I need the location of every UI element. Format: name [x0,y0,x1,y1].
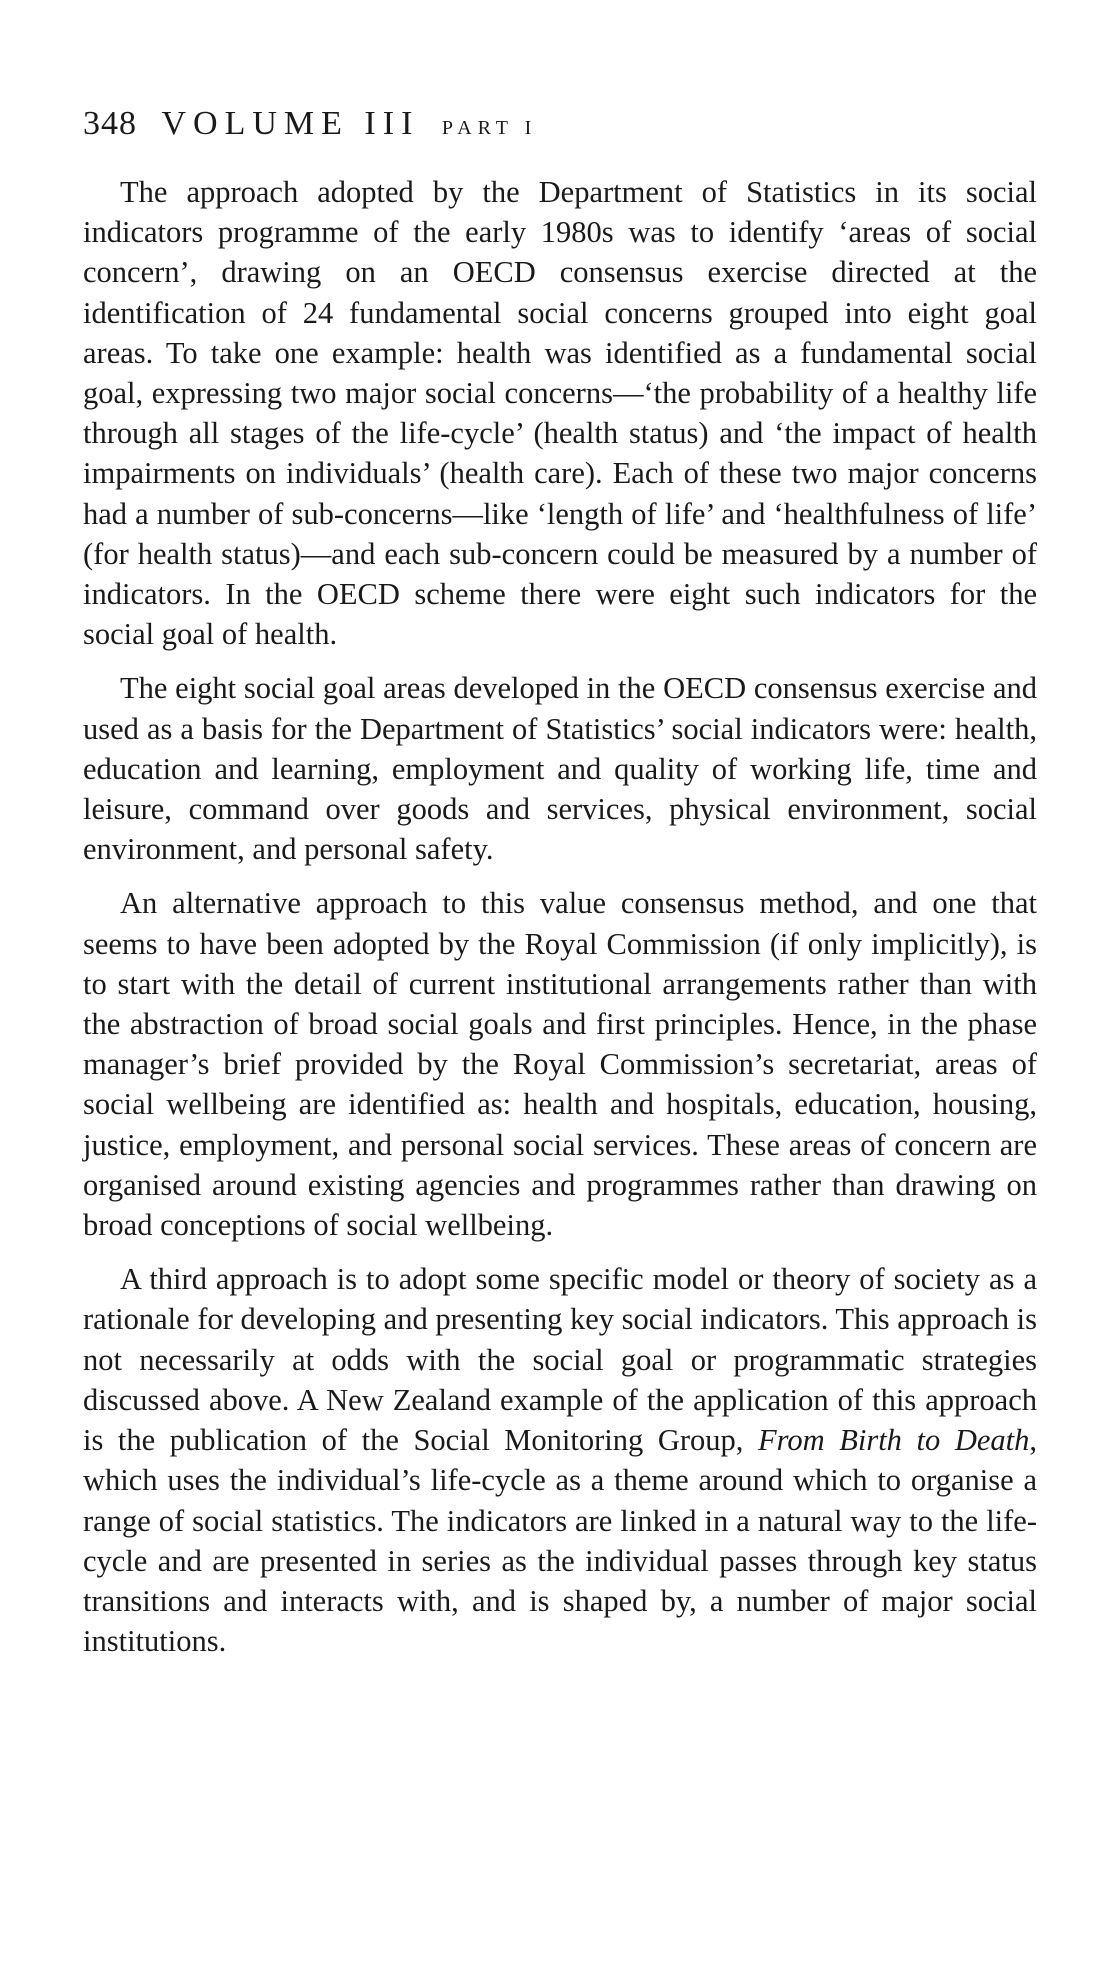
paragraph-1: The approach adopted by the Department of Statistics in its social indicators programme of the early 1980s was to identify ‘areas of social concern’, drawing on an OECD consensus exercise directed at the identification of 24 fundamental social concerns grouped into eight goal areas. To take one example: health was identified as a fundamental social goal, expressing two major social concerns—‘the probability of a healthy life through all stages of the life-cycle’ (health status) and ‘the impact of health impairments on individuals’ (health care). Each of these two major concerns had a number of sub-concerns—like ‘length of life’ and ‘healthfulness of life’ (for health status)—and each sub-concern could be measured by a number of indicators. In the OECD scheme there were eight such indicators for the social goal of health. [83,175,1037,652]
page-number: 348 [83,105,137,142]
body-text [83,172,1037,1675]
running-head [83,104,537,148]
paragraph-4-text-after: , which uses the individual’s life-cycle as a theme around which to organise a range of social statistics. The indicators are linked in a natural way to the life-cycle and are presented in series as the individual passes through key status transitions and interacts with, and is shaped by, a number of major social institutions. [83,1423,1037,1659]
part-label: PART I [441,117,538,139]
volume-label: VOLUME III [161,105,420,142]
paragraph-3: An alternative approach to this value consensus method, and one that seems to have been adopted by the Royal Commission (if only implicitly), is to start with the detail of current institutional arrangements rather than with the abstraction of broad social goals and first principles. Hence, in the phase manager’s brief provided by the Royal Commission’s secretariat, areas of social wellbeing are identified as: health and hospitals, education, housing, justice, employment, and personal social services. These areas of concern are organised around existing agencies and programmes rather than drawing on broad conceptions of social wellbeing. [83,886,1037,1243]
publication-title: From Birth to Death [757,1423,1030,1458]
paragraph-4-text-before: A third approach is to adopt some specific model or theory of society as a rationale for developing and presenting key social indicators. This approach is not necessarily at odds with the social goal or programmatic strategies discussed above. A New Zealand example of the application of this approach is the publication of the Social Monitoring Group, [83,1262,1037,1458]
paragraph-2: The eight social goal areas developed in the OECD consensus exercise and used as a basis for the Department of Statistics’ social indicators were: health, education and learning, employment and quality of working life, time and leisure, command over goods and services, physical environment, social environment, and personal safety. [83,671,1037,867]
paragraph-4 [83,1259,1037,1661]
